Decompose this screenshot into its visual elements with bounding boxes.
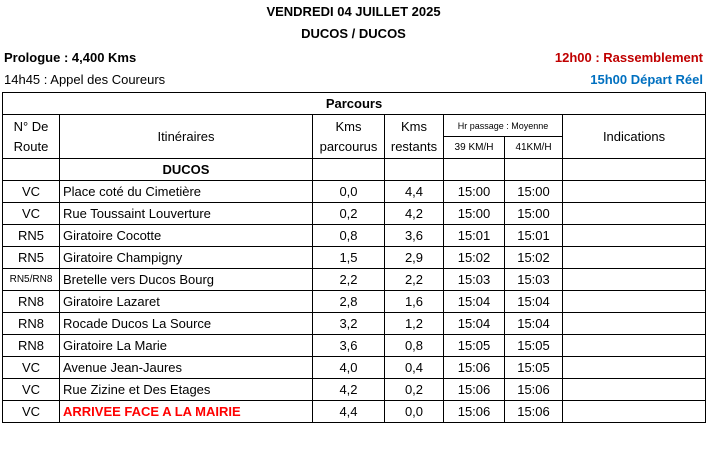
indications-cell xyxy=(563,269,706,291)
time-39-cell: 15:06 xyxy=(444,401,505,423)
itineraire-cell: Giratoire Cocotte xyxy=(60,225,313,247)
rassemblement-time: 12h00 : Rassemblement xyxy=(554,50,703,65)
itineraire-cell: Rocade Ducos La Source xyxy=(60,313,313,335)
group-label: DUCOS xyxy=(60,159,313,181)
kms-parcourus-cell: 4,4 xyxy=(313,401,385,423)
col-header-itineraires: Itinéraires xyxy=(60,115,313,159)
kms-parcourus-cell: 1,5 xyxy=(313,247,385,269)
time-39-cell: 15:05 xyxy=(444,335,505,357)
indications-cell xyxy=(563,335,706,357)
time-39-cell: 15:03 xyxy=(444,269,505,291)
time-41-cell: 15:06 xyxy=(505,401,563,423)
itineraire-cell: Bretelle vers Ducos Bourg xyxy=(60,269,313,291)
col-header-kms-restants: Kms restants xyxy=(385,115,444,159)
table-row xyxy=(3,313,706,335)
route-cell: VC xyxy=(3,357,60,379)
kms-restants-cell: 0,8 xyxy=(385,335,444,357)
parcours-table xyxy=(2,92,706,423)
depart-reel-time: 15h00 Départ Réel xyxy=(590,72,703,87)
route-cell: VC xyxy=(3,203,60,225)
kms-parcourus-cell: 3,6 xyxy=(313,335,385,357)
time-39-cell: 15:01 xyxy=(444,225,505,247)
time-39-cell: 15:00 xyxy=(444,203,505,225)
kms-parcourus-cell: 3,2 xyxy=(313,313,385,335)
kms-restants-cell: 1,2 xyxy=(385,313,444,335)
indications-cell xyxy=(563,247,706,269)
route-cell: RN5/RN8 xyxy=(3,269,60,291)
time-41-cell: 15:04 xyxy=(505,291,563,313)
route-cell: VC xyxy=(3,181,60,203)
kms-restants-cell: 0,4 xyxy=(385,357,444,379)
kms-parcourus-cell: 4,2 xyxy=(313,379,385,401)
route-cell: RN5 xyxy=(3,225,60,247)
table-row xyxy=(3,225,706,247)
time-39-cell: 15:06 xyxy=(444,379,505,401)
route-cell: RN8 xyxy=(3,335,60,357)
indications-cell xyxy=(563,181,706,203)
time-39-cell: 15:04 xyxy=(444,291,505,313)
time-41-cell: 15:03 xyxy=(505,269,563,291)
route-cell: VC xyxy=(3,379,60,401)
col-header-route: N° De Route xyxy=(3,115,60,159)
indications-cell xyxy=(563,401,706,423)
itineraire-cell: Giratoire Lazaret xyxy=(60,291,313,313)
col-header-indications: Indications xyxy=(563,115,706,159)
section-title: Parcours xyxy=(3,93,706,115)
kms-restants-cell: 0,0 xyxy=(385,401,444,423)
time-41-cell: 15:02 xyxy=(505,247,563,269)
prologue-distance: Prologue : 4,400 Kms xyxy=(4,50,137,65)
kms-parcourus-cell: 0,0 xyxy=(313,181,385,203)
time-41-cell: 15:04 xyxy=(505,313,563,335)
itineraire-cell: ARRIVEE FACE A LA MAIRIE xyxy=(60,401,313,423)
time-41-cell: 15:00 xyxy=(505,181,563,203)
route-cell: RN8 xyxy=(3,291,60,313)
kms-restants-cell: 4,2 xyxy=(385,203,444,225)
time-39-cell: 15:04 xyxy=(444,313,505,335)
time-41-cell: 15:05 xyxy=(505,357,563,379)
indications-cell xyxy=(563,379,706,401)
col-header-speed-41: 41KM/H xyxy=(505,137,563,159)
itineraire-cell: Place coté du Cimetière xyxy=(60,181,313,203)
kms-parcourus-cell: 0,8 xyxy=(313,225,385,247)
table-row xyxy=(3,291,706,313)
time-39-cell: 15:02 xyxy=(444,247,505,269)
itineraire-cell: Giratoire Champigny xyxy=(60,247,313,269)
itineraire-cell: Rue Zizine et Des Etages xyxy=(60,379,313,401)
itineraire-cell: Avenue Jean-Jaures xyxy=(60,357,313,379)
table-row xyxy=(3,357,706,379)
empty-cell xyxy=(563,159,706,181)
empty-cell xyxy=(385,159,444,181)
indications-cell xyxy=(563,291,706,313)
table-row xyxy=(3,401,706,423)
time-41-cell: 15:05 xyxy=(505,335,563,357)
kms-restants-cell: 4,4 xyxy=(385,181,444,203)
col-header-hr-passage: Hr passage : Moyenne xyxy=(444,115,563,137)
empty-cell xyxy=(444,159,505,181)
route-cell: RN8 xyxy=(3,313,60,335)
kms-restants-cell: 2,9 xyxy=(385,247,444,269)
route-title: DUCOS / DUCOS xyxy=(301,26,406,41)
table-row xyxy=(3,379,706,401)
kms-parcourus-cell: 4,0 xyxy=(313,357,385,379)
empty-cell xyxy=(505,159,563,181)
col-header-kms-parcourus: Kms parcourus xyxy=(313,115,385,159)
kms-restants-cell: 3,6 xyxy=(385,225,444,247)
kms-restants-cell: 2,2 xyxy=(385,269,444,291)
table-row xyxy=(3,335,706,357)
kms-parcourus-cell: 2,2 xyxy=(313,269,385,291)
col-header-speed-39: 39 KM/H xyxy=(444,137,505,159)
indications-cell xyxy=(563,203,706,225)
time-39-cell: 15:06 xyxy=(444,357,505,379)
appel-coureurs-time: 14h45 : Appel des Coureurs xyxy=(4,72,166,87)
route-cell: VC xyxy=(3,401,60,423)
itineraire-cell: Giratoire La Marie xyxy=(60,335,313,357)
table-row xyxy=(3,203,706,225)
indications-cell xyxy=(563,313,706,335)
time-41-cell: 15:01 xyxy=(505,225,563,247)
group-spacer xyxy=(3,159,60,181)
time-39-cell: 15:00 xyxy=(444,181,505,203)
empty-cell xyxy=(313,159,385,181)
kms-restants-cell: 0,2 xyxy=(385,379,444,401)
table-row xyxy=(3,269,706,291)
indications-cell xyxy=(563,357,706,379)
kms-restants-cell: 1,6 xyxy=(385,291,444,313)
indications-cell xyxy=(563,225,706,247)
table-row xyxy=(3,247,706,269)
kms-parcourus-cell: 0,2 xyxy=(313,203,385,225)
route-cell: RN5 xyxy=(3,247,60,269)
itineraire-cell: Rue Toussaint Louverture xyxy=(60,203,313,225)
time-41-cell: 15:00 xyxy=(505,203,563,225)
time-41-cell: 15:06 xyxy=(505,379,563,401)
date-title: VENDREDI 04 JUILLET 2025 xyxy=(266,4,441,19)
table-row xyxy=(3,181,706,203)
kms-parcourus-cell: 2,8 xyxy=(313,291,385,313)
